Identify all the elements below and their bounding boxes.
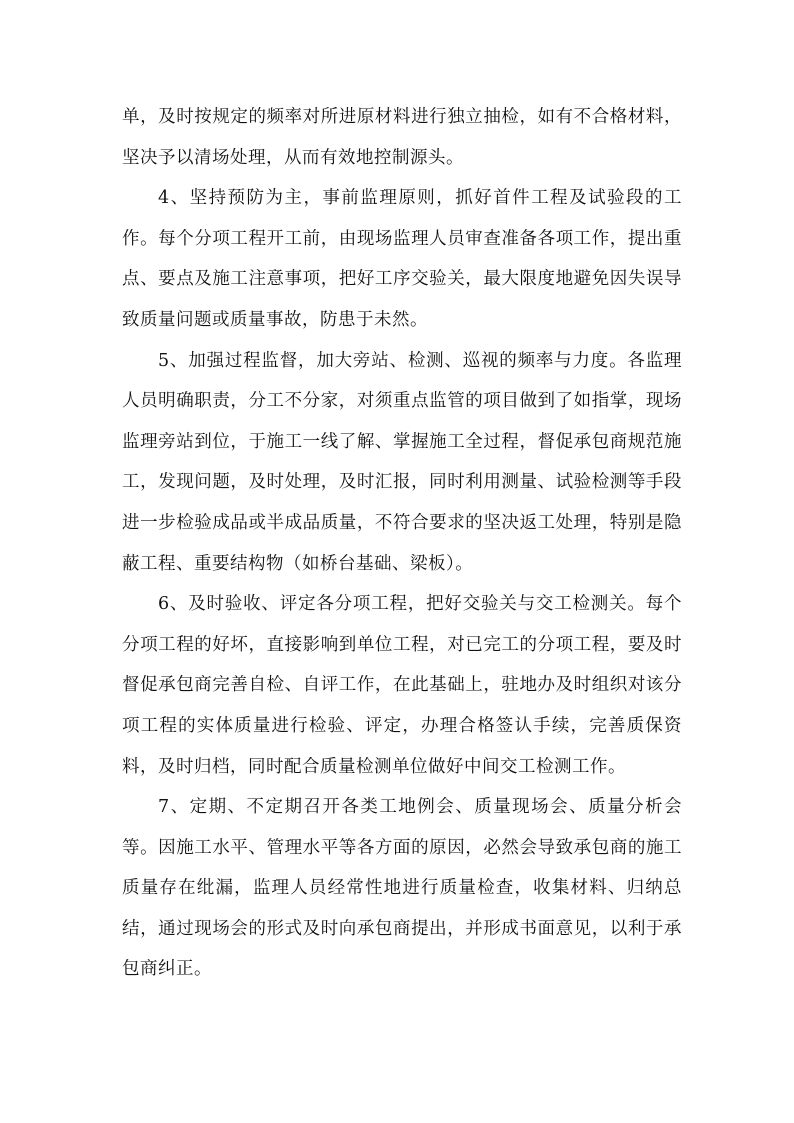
paragraph-item-7: 7、定期、不定期召开各类工地例会、质量现场会、质量分析会等。因施工水平、管理水平等各方面的原因，必然会导致承包商的施工质量存在纰漏，监理人员经常性地进行质量检查，收集材料、归纳总结，通过现场会的形式及时向承包商提出，并形成书面意见，以利于承包商纠正。 xyxy=(122,797,682,980)
document-body xyxy=(122,97,682,990)
paragraph-item-6: 6、及时验收、评定各分项工程，把好交验关与交工检测关。每个分项工程的好坏，直接影响到单位工程，对已完工的分项工程，要及时督促承包商完善自检、自评工作，在此基础上，驻地办及时组织对该分项工程的实体质量进行检验、评定，办理合格签认手续，完善质保资料，及时归档，同时配合质量检测单位做好中间交工检测工作。 xyxy=(122,594,682,777)
paragraph-item-4: 4、坚持预防为主，事前监理原则，抓好首件工程及试验段的工作。每个分项工程开工前，由现场监理人员审查准备各项工作，提出重点、要点及施工注意事项，把好工序交验关，最大限度地避免因失误导致质量问题或质量事故，防患于未然。 xyxy=(122,188,682,330)
paragraph-item-5: 5、加强过程监督，加大旁站、检测、巡视的频率与力度。各监理人员明确职责，分工不分家，对须重点监管的项目做到了如指掌，现场监理旁站到位，于施工一线了解、掌握施工全过程，督促承包商规范施工，发现问题，及时处理，及时汇报，同时利用测量、试验检测等手段进一步检验成品或半成品质量，不符合要求的坚决返工处理，特别是隐蔽工程、重要结构物（如桥台基础、梁板）。 xyxy=(122,350,682,574)
paragraph-continuation: 单，及时按规定的频率对所进原材料进行独立抽检，如有不合格材料，坚决予以清场处理，从而有效地控制源头。 xyxy=(122,107,682,168)
